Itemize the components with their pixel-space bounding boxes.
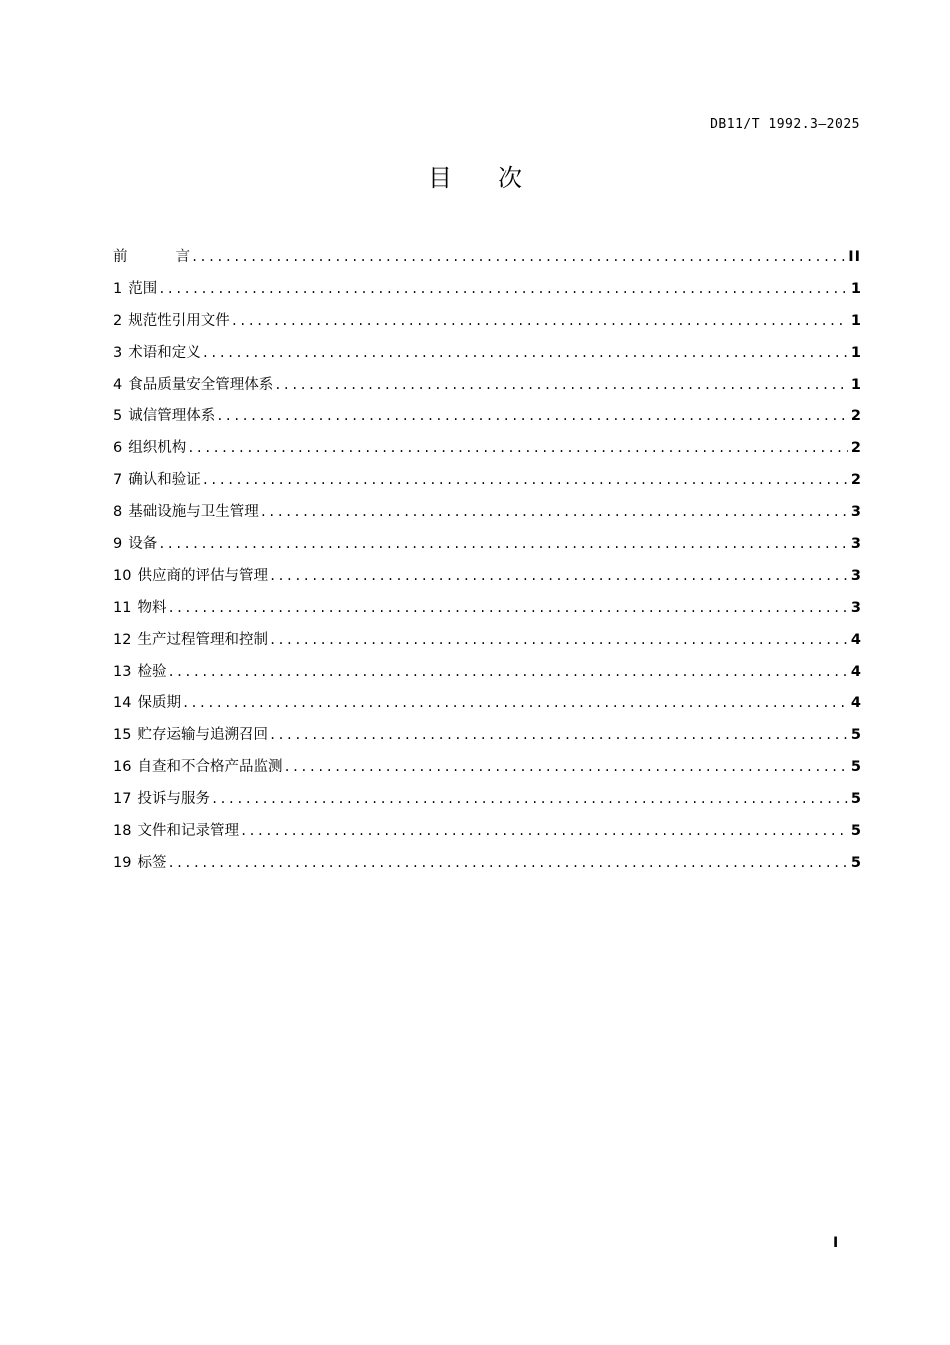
toc-entry-page: 5 [850,791,861,808]
toc-entry-page: 2 [850,472,861,489]
toc-entry-label [113,660,166,681]
page-title [0,158,950,193]
toc-entry[interactable] [113,628,861,660]
toc-entry-title: 范围 [128,280,158,297]
toc-entry[interactable] [113,245,861,277]
toc-entry-number: 19 [113,854,132,871]
toc-entry-page: 5 [850,727,861,744]
toc-entry-label [113,341,201,362]
toc-entry-page: 3 [850,567,861,584]
toc-entry[interactable] [113,500,861,532]
toc-entry-number: 16 [113,759,132,776]
page-number: I [833,1235,839,1251]
toc-leader-dots [240,824,848,838]
toc-entry-title: 投诉与服务 [137,791,210,808]
toc-entry-title: 规范性引用文件 [128,312,230,329]
toc-entry-label [113,819,239,840]
toc-entry[interactable] [113,723,861,755]
toc-leader-dots [283,760,847,774]
toc-entry[interactable] [113,660,861,692]
toc-entry-page: 1 [850,312,861,329]
toc-entry[interactable] [113,341,861,373]
toc-entry-title: 自查和不合格产品监测 [137,759,283,776]
toc-entry-number: 13 [113,663,132,680]
toc-entry-title: 标签 [137,854,167,871]
toc-entry-title: 生产过程管理和控制 [137,631,268,648]
toc-entry-title: 组织机构 [128,440,187,457]
toc-entry-page: 3 [850,504,861,521]
toc-entry-label [113,404,215,425]
toc-entry-page: II [848,249,861,265]
toc-entry-title: 检验 [137,663,167,680]
toc-entry-title: 基础设施与卫生管理 [128,504,259,521]
toc-entry-title: 贮存运输与追溯召回 [137,727,268,744]
toc-entry[interactable] [113,819,861,851]
toc-leader-dots [269,728,848,742]
toc-entry-label [113,564,268,585]
toc-entry-label [113,628,268,649]
toc-entry-title: 食品质量安全管理体系 [128,376,274,393]
toc-entry-page: 2 [850,440,861,457]
toc-entry[interactable] [113,851,861,883]
toc-entry-label [113,691,181,712]
title-char-1: 目 [428,164,452,192]
toc-entry-label [113,245,190,266]
toc-entry-page: 4 [850,695,861,712]
toc-entry-number: 14 [113,695,132,712]
toc-leader-dots [202,473,848,487]
toc-entry-label [113,723,268,744]
toc-entry-label [113,500,259,521]
toc-entry-label [113,436,186,457]
toc-entry-page: 5 [850,759,861,776]
toc-entry[interactable] [113,309,861,341]
toc-entry-number: 15 [113,727,132,744]
toc-entry-page: 1 [850,344,861,361]
toc-entry-title: 文件和记录管理 [137,823,239,840]
toc-entry-number: 12 [113,631,132,648]
toc-leader-dots [191,250,845,264]
standard-code: DB11/T 1992.3—2025 [710,117,860,132]
toc-entry[interactable] [113,373,861,405]
toc-entry-label [113,532,157,553]
toc-entry-number: 3 [113,344,123,361]
toc-entry-label [113,468,201,489]
toc-leader-dots [158,282,848,296]
toc-leader-dots [202,346,848,360]
toc-entry-label [113,309,230,330]
foreword-char-1: 前 [113,249,128,265]
toc-entry-page: 3 [850,599,861,616]
toc-entry[interactable] [113,691,861,723]
toc-entry-number: 9 [113,536,123,553]
toc-leader-dots [231,314,848,328]
toc-entry-label [113,787,210,808]
toc-entry-page: 4 [850,631,861,648]
toc-entry[interactable] [113,404,861,436]
title-char-2: 次 [498,164,522,192]
toc-entry-page: 2 [850,408,861,425]
toc-entry-number: 2 [113,312,123,329]
toc-entry-number: 11 [113,599,132,616]
toc-entry[interactable] [113,755,861,787]
toc-entry-label [113,277,157,298]
toc-entry[interactable] [113,436,861,468]
toc-entry-page: 5 [850,854,861,871]
toc-entry[interactable] [113,596,861,628]
toc-entry-title: 物料 [137,599,167,616]
toc-entry[interactable] [113,277,861,309]
toc-entry[interactable] [113,787,861,819]
toc-entry-label [113,373,273,394]
toc-entry-title: 术语和定义 [128,344,201,361]
toc-entry-label [113,596,166,617]
toc-leader-dots [167,665,847,679]
table-of-contents [113,245,861,883]
toc-entry-number: 1 [113,280,123,297]
toc-entry-number: 6 [113,440,123,457]
toc-entry-page: 4 [850,663,861,680]
foreword-char-2: 言 [175,249,190,265]
toc-leader-dots [216,409,848,423]
toc-entry-number: 4 [113,376,123,393]
toc-entry[interactable] [113,468,861,500]
toc-leader-dots [187,441,848,455]
toc-entry-label [113,851,166,872]
toc-entry-page: 1 [850,280,861,297]
toc-entry-number: 18 [113,823,132,840]
toc-leader-dots [167,856,847,870]
toc-entry-number: 8 [113,504,123,521]
toc-entry-title: 保质期 [137,695,181,712]
toc-leader-dots [260,505,848,519]
toc-entry-label [113,755,282,776]
toc-entry-page: 1 [850,376,861,393]
toc-entry[interactable] [113,532,861,564]
toc-entry-number: 7 [113,472,123,489]
toc-leader-dots [182,696,848,710]
toc-leader-dots [269,633,848,647]
toc-entry-page: 5 [850,823,861,840]
toc-leader-dots [167,601,847,615]
toc-entry-number: 17 [113,791,132,808]
toc-entry-number: 10 [113,567,132,584]
toc-leader-dots [269,569,848,583]
toc-entry-title: 供应商的评估与管理 [137,567,268,584]
toc-entry[interactable] [113,564,861,596]
toc-leader-dots [158,537,848,551]
toc-entry-title: 诚信管理体系 [128,408,216,425]
toc-entry-page: 3 [850,536,861,553]
toc-entry-title: 确认和验证 [128,472,201,489]
toc-leader-dots [274,378,848,392]
toc-leader-dots [211,792,848,806]
toc-entry-title: 设备 [128,536,158,553]
toc-entry-number: 5 [113,408,123,425]
